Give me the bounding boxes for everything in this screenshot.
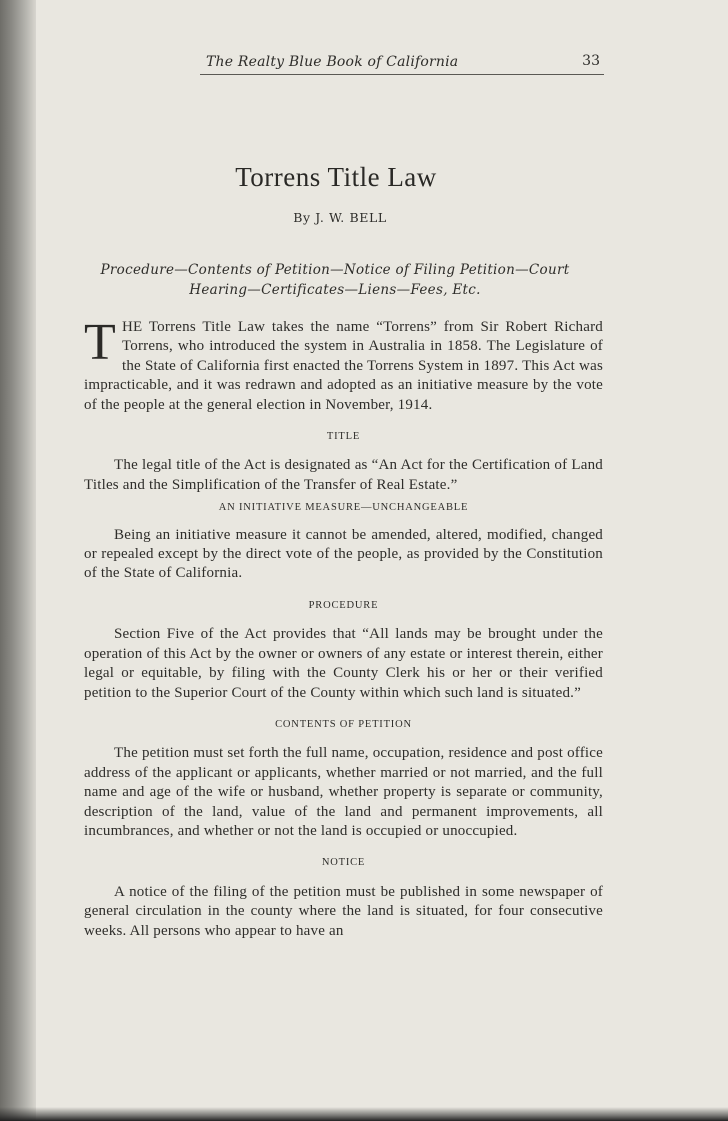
- page-number: 33: [582, 53, 600, 69]
- intro-text: HE Torrens Title Law takes the name “Torrens” from Sir Robert Richard Torrens, who introduced the system in Australia in 1858. The Legislature of the State of California first enacted the Torrens System in 1897. This Act was impracticable, and it was redrawn and adopted as an initiative measure by the vote of the people at the general election in November, 1914.: [84, 319, 603, 413]
- article-subtitle: Procedure—Contents of Petition—Notice of Filing Petition—Court Hearing—Certificates—Liens—Fees, Etc.: [100, 262, 570, 298]
- article-body: [84, 314, 603, 941]
- section-paragraph-notice: A notice of the filing of the petition must be published in some newspaper of general circulation in the county where the land is situated, for four consecutive weeks. All persons who appear to have an: [84, 883, 603, 939]
- section-paragraph-initiative: Being an initiative measure it cannot be amended, altered, modified, changed or repealed except by the direct vote of the people, as provided by the Constitution of the State of California.: [84, 526, 603, 582]
- section-heading-notice: NOTICE: [321, 857, 366, 869]
- section-heading-initiative: AN INITIATIVE MEASURE—UNCHANGEABLE: [218, 502, 469, 514]
- section-paragraph-contents: The petition must set forth the full name, occupation, residence and post office address of the applicant or applicants, whether married or not married, and the full name and age of the wife or husband, whether property is separate or community, description of the land, value of the land and permanent improvements, all incumbrances, and whether or not the land is occupied or unoccupied.: [84, 745, 603, 839]
- section-heading-contents: CONTENTS OF PETITION: [275, 718, 412, 730]
- article-byline: By J. W. BELL: [293, 210, 387, 225]
- running-title: The Realty Blue Book of California: [206, 54, 459, 70]
- page-bottom-edge: [0, 1107, 728, 1121]
- section-paragraph-title: The legal title of the Act is designated as “An Act for the Certification of Land Titles and the Simplification of the Transfer of Real Estate.”: [84, 457, 603, 493]
- drop-cap: T: [84, 314, 116, 371]
- article-title: Torrens Title Law: [235, 162, 437, 192]
- intro-paragraph: [84, 314, 603, 415]
- running-header: [200, 52, 604, 75]
- section-paragraph-procedure: Section Five of the Act provides that “All lands may be brought under the operation of this Act by the owner or owners of any estate or interest therein, either legal or equitable, by filing with the County Clerk his or her or their verified petition to the Superior Court of the County within which such land is situated.”: [84, 626, 603, 701]
- section-heading-procedure: PROCEDURE: [308, 599, 379, 611]
- section-heading-title: TITLE: [326, 431, 361, 443]
